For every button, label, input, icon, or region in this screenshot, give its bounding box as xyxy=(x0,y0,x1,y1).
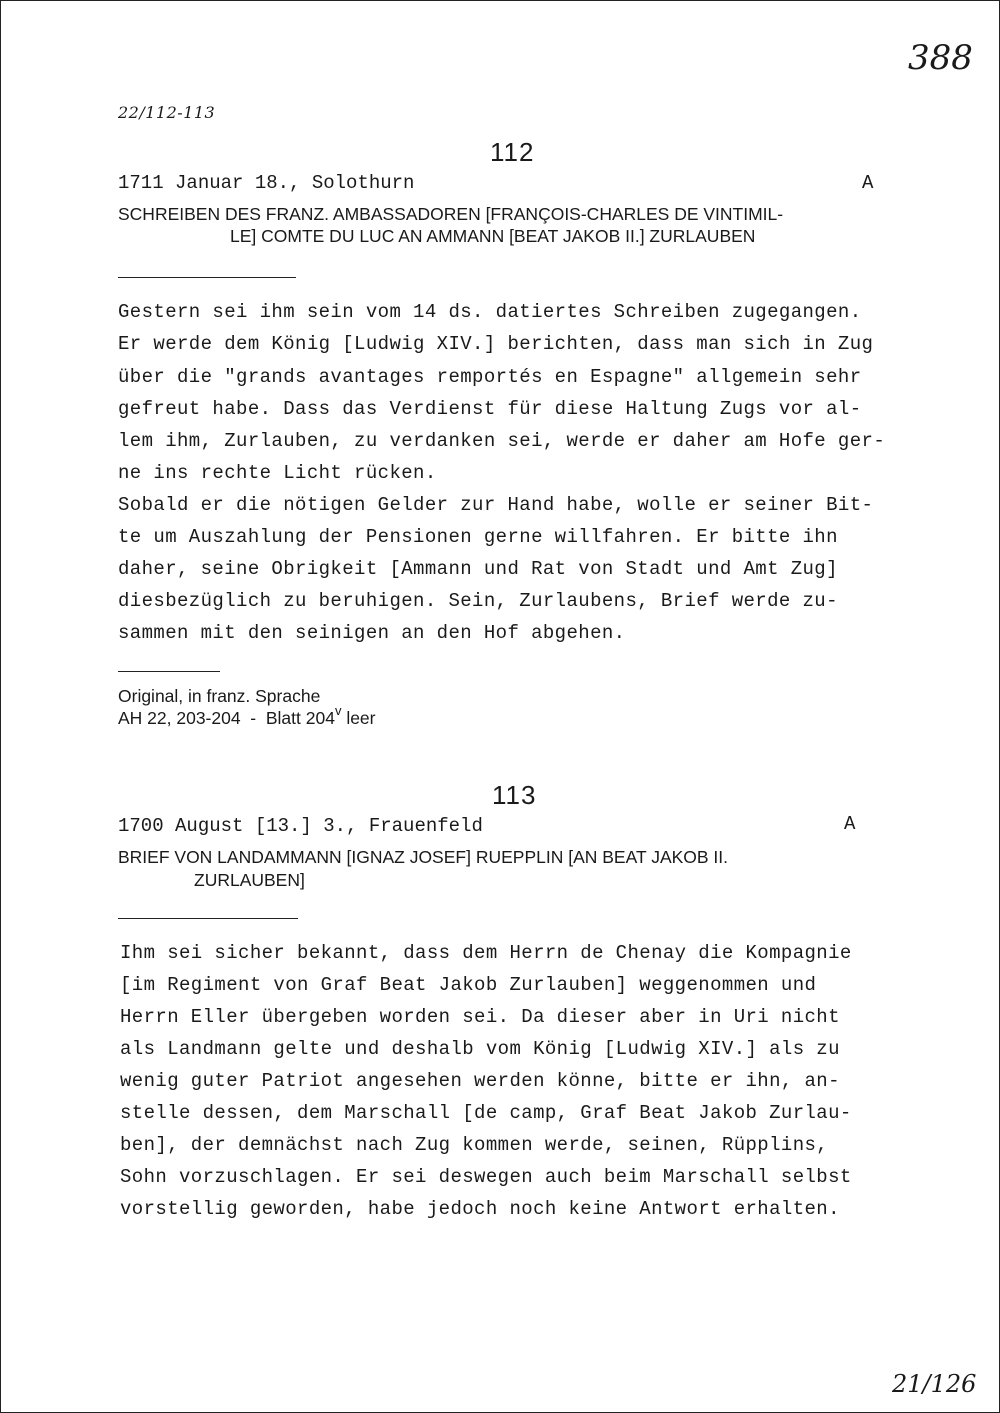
doc112-date-line: 1711 Januar 18., Solothurn xyxy=(118,172,415,194)
doc112-source-archive: AH 22, 203-204 - Blatt 204 xyxy=(118,708,335,728)
doc112-title-line-2: LE] COMTE DU LUC AN AMMANN [BEAT JAKOB II.] ZURLAUBEN xyxy=(230,226,756,246)
doc113-body-line: vorstellig geworden, habe jedoch noch keine Antwort erhalten. xyxy=(120,1198,840,1220)
doc113-body-line: ben], der demnächst nach Zug kommen werde, seinen, Rüpplins, xyxy=(120,1134,829,1156)
doc113-date-line: 1700 August [13.] 3., Frauenfeld xyxy=(118,815,483,837)
doc112-title-line-1: SCHREIBEN DES FRANZ. AMBASSADOREN [FRANÇOIS-CHARLES DE VINTIMIL- xyxy=(118,204,784,224)
doc113-body-line: stelle dessen, dem Marschall [de camp, Graf Beat Jakob Zurlau- xyxy=(120,1102,852,1124)
doc113-body-line: als Landmann gelte und deshalb vom König [Ludwig XIV.] als zu xyxy=(120,1038,840,1060)
document-number-113: 113 xyxy=(492,780,537,810)
doc113-body-line: Herrn Eller übergeben worden sei. Da dieser aber in Uri nicht xyxy=(120,1006,840,1028)
doc112-body-line: Er werde dem König [Ludwig XIV.] berichten, dass man sich in Zug xyxy=(118,333,874,355)
doc112-body-line: über die "grands avantages remportés en Espagne" allgemein sehr xyxy=(118,366,862,388)
doc112-body-line: sammen mit den seinigen an den Hof abgehen. xyxy=(118,622,626,644)
doc112-source-verso: v xyxy=(334,703,342,718)
doc113-marker: A xyxy=(844,813,856,835)
doc112-body-line: Sobald er die nötigen Gelder zur Hand habe, wolle er seiner Bit- xyxy=(118,494,874,516)
footer-stamp: 21/126 xyxy=(892,1370,977,1398)
doc113-body-line: wenig guter Patriot angesehen werden könne, bitte er ihn, an- xyxy=(120,1070,840,1092)
doc112-body-line: te um Auszahlung der Pensionen gerne willfahren. Er bitte ihn xyxy=(118,526,838,548)
doc113-body-line: Ihm sei sicher bekannt, dass dem Herrn de Chenay die Kompagnie xyxy=(120,942,852,964)
doc112-body-line: daher, seine Obrigkeit [Ammann und Rat von Stadt und Amt Zug] xyxy=(118,558,838,580)
doc112-marker: A xyxy=(862,172,874,194)
reference-code: 22/112-113 xyxy=(118,103,216,122)
page-number: 388 xyxy=(908,38,973,78)
doc112-source-note: leer xyxy=(341,708,376,728)
doc112-body-line: diesbezüglich zu beruhigen. Sein, Zurlaubens, Brief werde zu- xyxy=(118,590,838,612)
doc113-title-line-1: BRIEF VON LANDAMMANN [IGNAZ JOSEF] RUEPPLIN [AN BEAT JAKOB II. xyxy=(118,847,729,867)
doc112-source-line-2 xyxy=(118,703,376,729)
doc113-body-line: Sohn vorzuschlagen. Er sei deswegen auch beim Marschall selbst xyxy=(120,1166,852,1188)
doc112-separator xyxy=(118,277,296,278)
doc112-body-line: lem ihm, Zurlauben, zu verdanken sei, werde er daher am Hofe ger- xyxy=(118,430,886,452)
doc113-body-line: [im Regiment von Graf Beat Jakob Zurlauben] weggenommen und xyxy=(120,974,817,996)
doc113-separator xyxy=(118,918,298,919)
document-number-112: 112 xyxy=(490,137,535,167)
doc112-source-separator xyxy=(118,671,220,672)
doc112-body-line: ne ins rechte Licht rücken. xyxy=(118,462,437,484)
doc112-body-line: Gestern sei ihm sein vom 14 ds. datiertes Schreiben zugegangen. xyxy=(118,301,862,323)
doc112-source-line-1: Original, in franz. Sprache xyxy=(118,686,321,706)
doc113-title-line-2: ZURLAUBEN] xyxy=(194,870,305,890)
doc112-body-line: gefreut habe. Dass das Verdienst für diese Haltung Zugs vor al- xyxy=(118,398,862,420)
